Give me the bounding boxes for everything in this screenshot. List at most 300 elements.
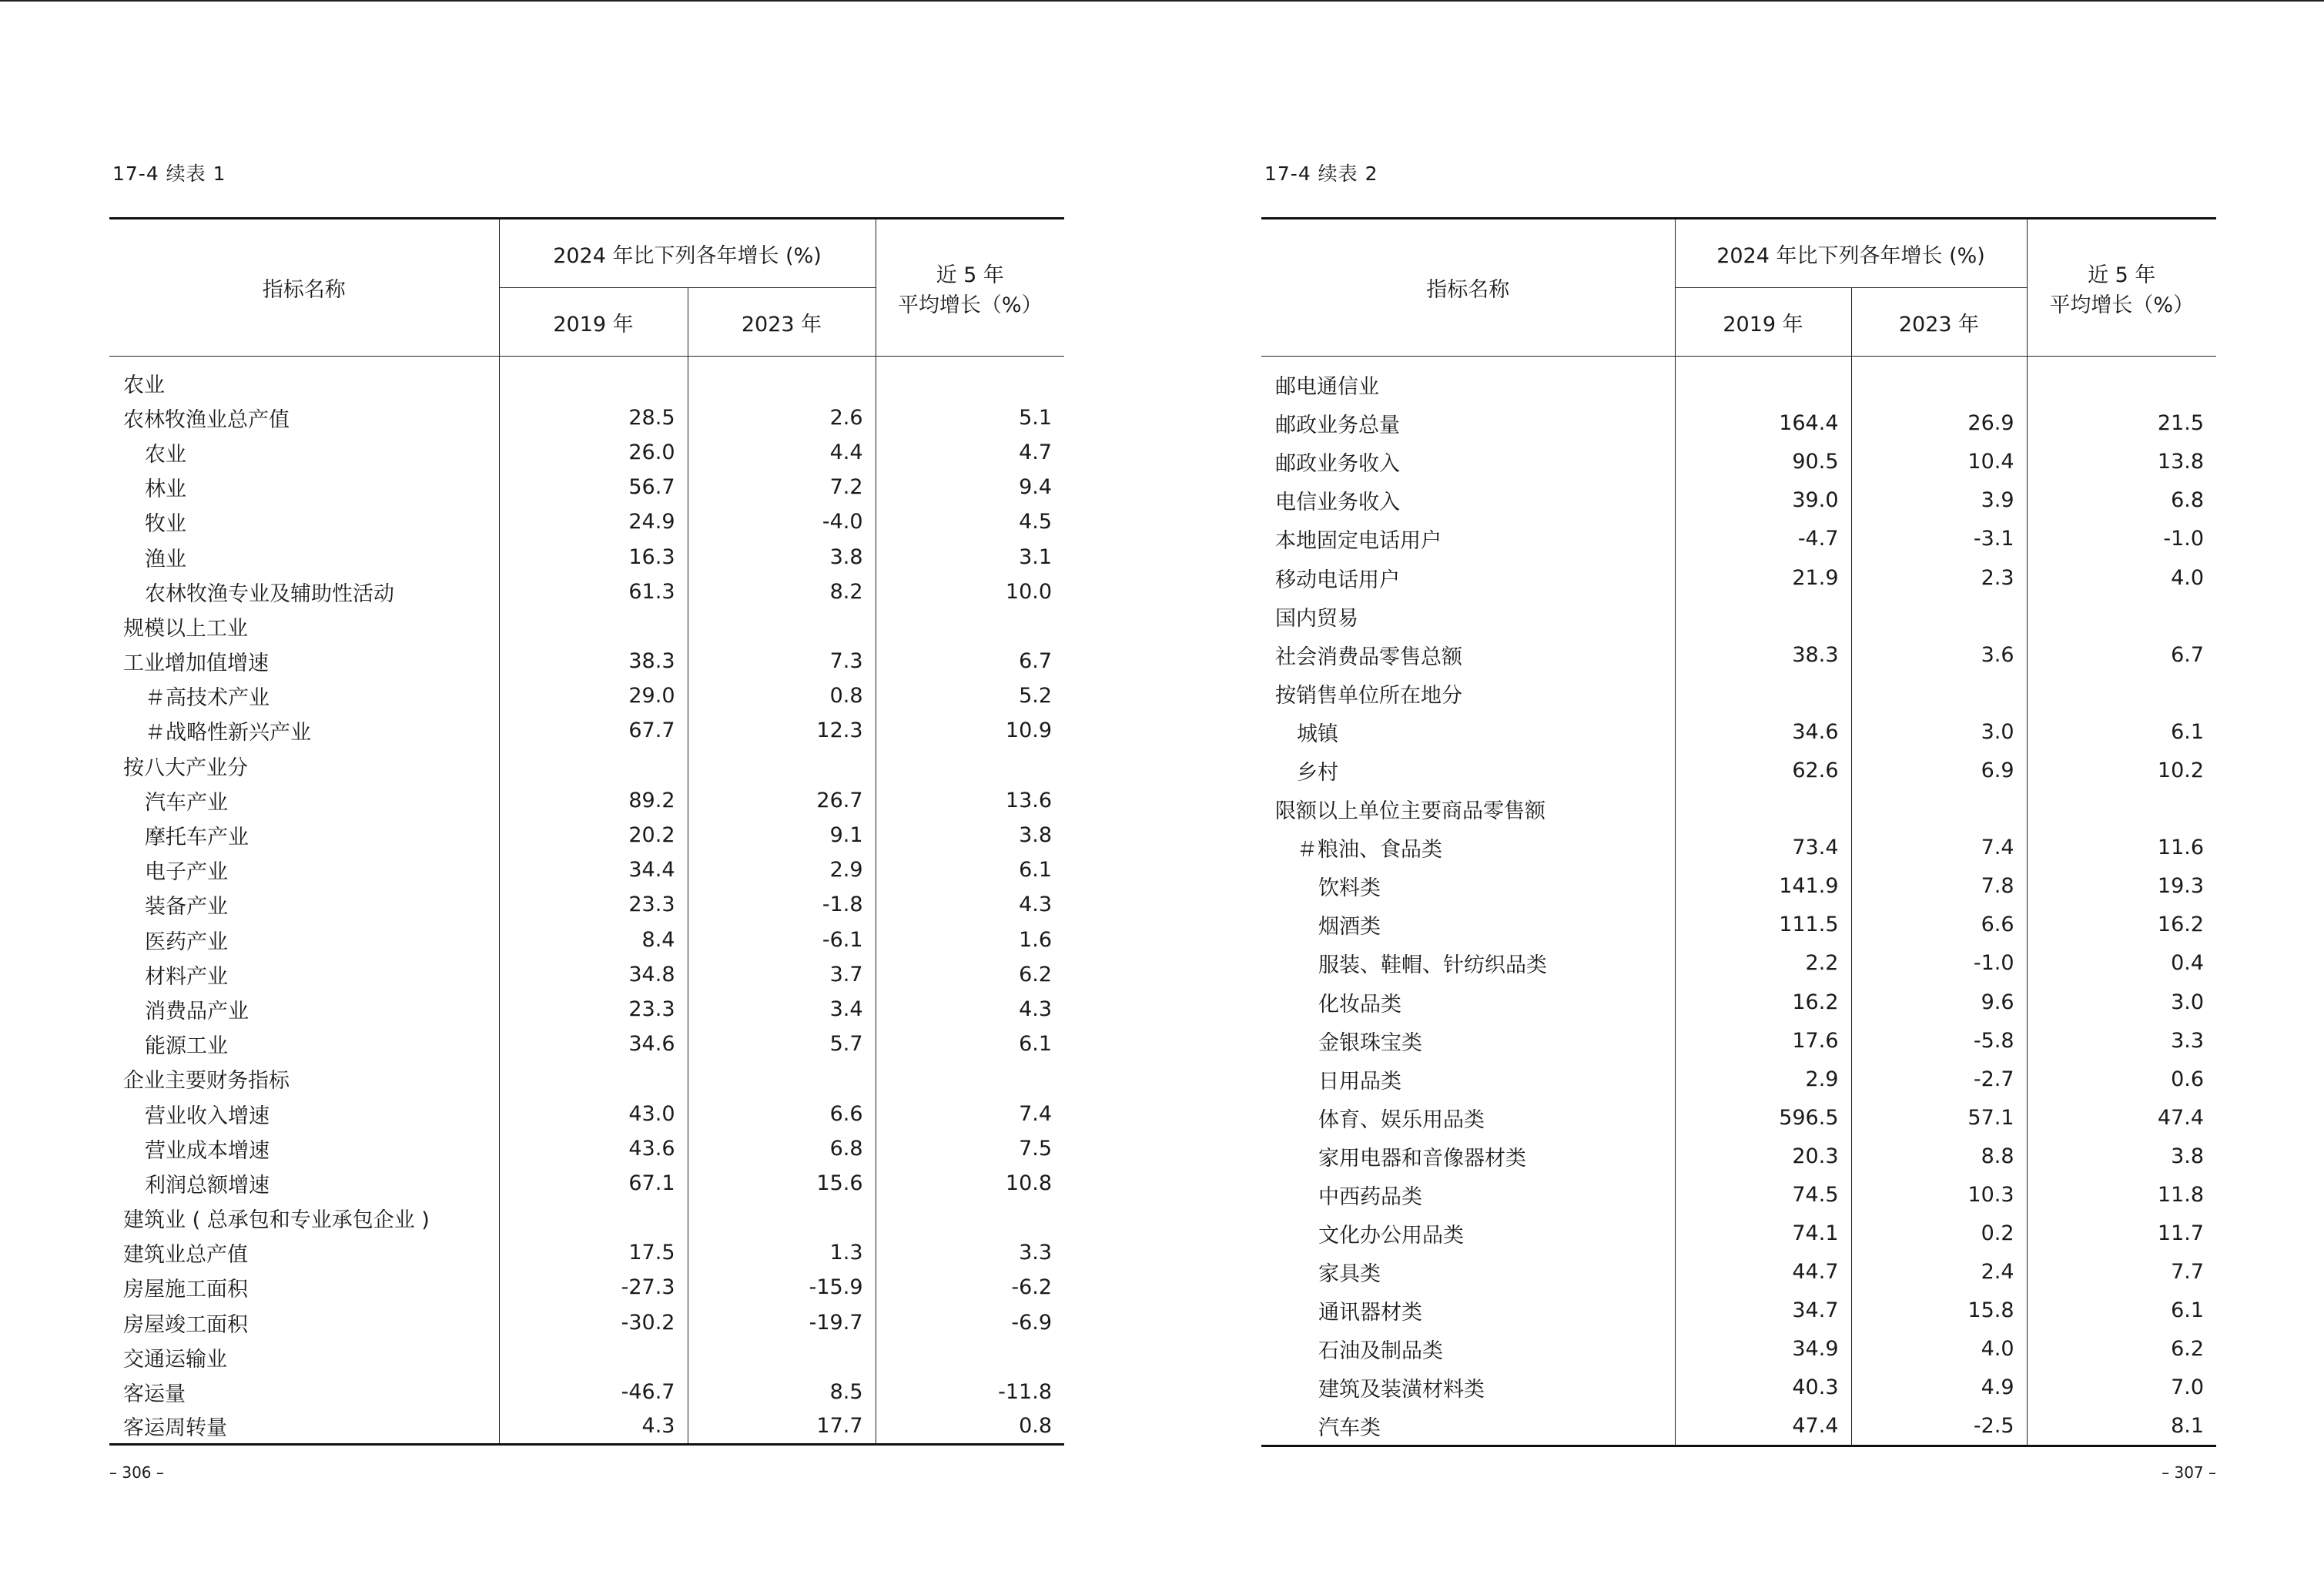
value-2023-cell: 6.6 (688, 1096, 876, 1131)
value-2023-cell (688, 1201, 876, 1235)
table-row (109, 1305, 1064, 1340)
value-2019-cell: 74.5 (1675, 1175, 1851, 1214)
table-row (109, 957, 1064, 992)
value-2023-cell: 6.6 (1851, 906, 2027, 944)
table-row (109, 539, 1064, 574)
row-name-cell: 建筑业总产值 (123, 1243, 248, 1268)
value-2023-cell: 15.8 (1851, 1292, 2027, 1330)
value-avg-cell (876, 1201, 1064, 1235)
value-2019-cell: -46.7 (499, 1375, 688, 1409)
row-name-cell: 建筑业 ( 总承包和专业承包企业 ) (123, 1208, 430, 1233)
value-2023-cell: -4.0 (688, 504, 876, 539)
value-2023-cell: 8.8 (1851, 1137, 2027, 1175)
row-name-cell: 房屋施工面积 (123, 1278, 248, 1302)
value-2023-cell: 0.2 (1851, 1214, 2027, 1253)
value-avg-cell: 19.3 (2027, 867, 2216, 906)
row-name-cell: 电信业务收入 (1275, 491, 1400, 515)
table-row (109, 678, 1064, 713)
value-avg-cell: 9.4 (876, 470, 1064, 504)
value-2019-cell: 596.5 (1675, 1098, 1851, 1137)
value-avg-cell: 13.8 (2027, 443, 2216, 481)
value-2019-cell: 4.3 (499, 1409, 688, 1444)
value-avg-cell: 3.8 (876, 818, 1064, 853)
value-2023-cell: -15.9 (688, 1270, 876, 1305)
page-title: 17-4 续表 2 (1264, 162, 1378, 185)
table-row (109, 1201, 1064, 1235)
table-row (1261, 790, 2216, 829)
value-2019-cell: 62.6 (1675, 751, 1851, 789)
row-name-cell: 摩托车产业 (145, 826, 249, 850)
value-2023-cell: -2.7 (1851, 1060, 2027, 1098)
table-row (109, 504, 1064, 539)
row-name-cell: 移动电话用户 (1275, 568, 1400, 592)
value-2023-cell: 3.0 (1851, 712, 2027, 751)
row-name-cell: 城镇 (1297, 722, 1338, 746)
value-2023-cell: 3.8 (688, 539, 876, 574)
value-2019-cell: 17.5 (499, 1235, 688, 1270)
header-five-year-avg (2027, 219, 2216, 357)
value-2023-cell: -3.1 (1851, 520, 2027, 558)
header-avg-line1: 近 5 年 (2088, 263, 2156, 287)
table-row (109, 400, 1064, 435)
value-avg-cell (2027, 674, 2216, 712)
value-avg-cell: 11.7 (2027, 1214, 2216, 1253)
row-name-cell: 材料产业 (145, 964, 228, 989)
value-2019-cell (1675, 790, 1851, 829)
value-2023-cell: 7.8 (1851, 867, 2027, 906)
row-name-cell: 日用品类 (1318, 1069, 1401, 1094)
row-name-cell: 饮料类 (1318, 876, 1381, 901)
value-avg-cell: 11.8 (2027, 1175, 2216, 1214)
table-row (1261, 906, 2216, 944)
table-row (1261, 597, 2216, 635)
value-avg-cell: 10.8 (876, 1166, 1064, 1201)
table-body (1261, 357, 2216, 1446)
table-row (109, 575, 1064, 609)
value-2019-cell: 34.6 (499, 1027, 688, 1061)
header-indicator-name: 指标名称 (109, 219, 499, 357)
table-row (109, 887, 1064, 922)
table-row (109, 435, 1064, 470)
header-avg-line1: 近 5 年 (936, 263, 1004, 287)
table-row (1261, 1369, 2216, 1407)
value-2019-cell: 39.0 (1675, 481, 1851, 520)
header-avg-line2: 平均增长（%） (897, 293, 1043, 317)
value-avg-cell: 21.5 (2027, 404, 2216, 443)
value-avg-cell (876, 1340, 1064, 1375)
row-name-cell: 汽车类 (1261, 1407, 1675, 1446)
value-2023-cell (1851, 790, 2027, 829)
value-2023-cell (688, 1340, 876, 1375)
value-2019-cell: 73.4 (1675, 829, 1851, 867)
header-2023: 2023 年 (688, 288, 876, 357)
value-2019-cell: 17.6 (1675, 1021, 1851, 1060)
row-name-cell: 汽车产业 (145, 790, 228, 815)
table-row (1261, 635, 2216, 674)
table-row (1261, 867, 2216, 906)
value-2019-cell: 20.3 (1675, 1137, 1851, 1175)
data-table (109, 217, 1064, 1446)
table-row (109, 783, 1064, 818)
value-2023-cell (688, 749, 876, 783)
row-name-cell: 客运量 (123, 1382, 186, 1407)
header-growth-group: 2024 年比下列各年增长 (%) (1675, 219, 2027, 288)
value-avg-cell: 3.3 (2027, 1021, 2216, 1060)
value-2019-cell (1675, 357, 1851, 404)
table-row (1261, 674, 2216, 712)
table-row (109, 713, 1064, 748)
row-name-cell: 按销售单位所在地分 (1275, 683, 1462, 708)
page-title: 17-4 续表 1 (112, 162, 226, 185)
table-row (1261, 1292, 2216, 1330)
row-name-cell: 工业增加值增速 (123, 652, 269, 676)
table-row (109, 749, 1064, 783)
row-name-cell: 金银珠宝类 (1318, 1030, 1422, 1055)
table-row (1261, 1137, 2216, 1175)
value-avg-cell: 7.0 (2027, 1369, 2216, 1407)
value-avg-cell: 6.1 (876, 853, 1064, 887)
value-2019-cell (1675, 674, 1851, 712)
value-2019-cell: 44.7 (1675, 1253, 1851, 1292)
value-2023-cell (688, 609, 876, 644)
value-avg-cell: -6.2 (876, 1270, 1064, 1305)
table-row (1261, 1098, 2216, 1137)
value-2019-cell: 2.9 (1675, 1060, 1851, 1098)
row-name-cell: 装备产业 (145, 895, 228, 920)
value-2023-cell: 7.3 (688, 644, 876, 678)
value-avg-cell: 6.7 (876, 644, 1064, 678)
value-2019-cell: 34.6 (1675, 712, 1851, 751)
table-row (1261, 1175, 2216, 1214)
value-2019-cell: 89.2 (499, 783, 688, 818)
value-2019-cell: 90.5 (1675, 443, 1851, 481)
value-2019-cell: 34.9 (1675, 1330, 1851, 1369)
value-2023-cell: -5.8 (1851, 1021, 2027, 1060)
row-name-cell: 客运周转量 (109, 1409, 499, 1444)
value-avg-cell: 6.2 (2027, 1330, 2216, 1369)
row-name-cell: 限额以上单位主要商品零售额 (1275, 799, 1545, 824)
value-avg-cell: 7.7 (2027, 1253, 2216, 1292)
value-2019-cell: 38.3 (499, 644, 688, 678)
header-avg-line2: 平均增长（%） (2049, 293, 2195, 317)
value-2023-cell: 5.7 (688, 1027, 876, 1061)
row-name-cell: ＃战略性新兴产业 (145, 721, 311, 745)
value-avg-cell: 10.2 (2027, 751, 2216, 789)
table-row (109, 1375, 1064, 1409)
right-page (1261, 0, 2216, 1588)
value-2019-cell (1675, 597, 1851, 635)
table-row (1261, 1407, 2216, 1446)
value-2019-cell: -27.3 (499, 1270, 688, 1305)
value-2019-cell: 23.3 (499, 887, 688, 922)
value-avg-cell: 0.4 (2027, 944, 2216, 983)
table-row (1261, 829, 2216, 867)
value-avg-cell: 10.9 (876, 713, 1064, 748)
table-row (109, 644, 1064, 678)
row-name-cell: 家用电器和音像器材类 (1318, 1146, 1526, 1171)
value-2019-cell: 43.6 (499, 1131, 688, 1166)
table-row (109, 470, 1064, 504)
row-name-cell: 按八大产业分 (123, 755, 248, 780)
table-row (109, 357, 1064, 400)
page-number: – 306 – (109, 1463, 164, 1482)
value-2019-cell: 8.4 (499, 923, 688, 957)
row-name-cell: 本地固定电话用户 (1275, 529, 1442, 554)
value-avg-cell: 1.6 (876, 923, 1064, 957)
value-2023-cell (1851, 597, 2027, 635)
value-avg-cell: 3.3 (876, 1235, 1064, 1270)
row-name-cell: 医药产业 (145, 930, 228, 954)
value-2019-cell (499, 357, 688, 400)
value-2023-cell: 2.4 (1851, 1253, 2027, 1292)
value-2023-cell (1851, 674, 2027, 712)
row-name-cell: 规模以上工业 (123, 616, 248, 641)
value-2023-cell: -1.0 (1851, 944, 2027, 983)
value-avg-cell: 5.1 (876, 400, 1064, 435)
value-2023-cell: 2.9 (688, 853, 876, 887)
value-2019-cell: 38.3 (1675, 635, 1851, 674)
left-page (109, 0, 1064, 1588)
row-name-cell: ＃高技术产业 (145, 686, 270, 711)
value-2019-cell (499, 1201, 688, 1235)
row-name-cell: 牧业 (145, 512, 186, 537)
value-avg-cell (876, 749, 1064, 783)
value-avg-cell: 3.0 (2027, 983, 2216, 1021)
value-avg-cell: 8.1 (2027, 1407, 2216, 1446)
table-row (109, 1235, 1064, 1270)
table-row (1261, 1253, 2216, 1292)
table-row (1261, 1060, 2216, 1098)
row-name-cell: 营业收入增速 (145, 1104, 270, 1128)
table-row (109, 818, 1064, 853)
value-2023-cell: 4.4 (688, 435, 876, 470)
value-avg-cell (2027, 357, 2216, 404)
row-name-cell: 家具类 (1318, 1262, 1381, 1287)
value-2023-cell (1851, 357, 2027, 404)
row-name-cell: 服装、鞋帽、针纺织品类 (1318, 953, 1547, 978)
value-2023-cell: -2.5 (1851, 1407, 2027, 1446)
value-2023-cell: 9.6 (1851, 983, 2027, 1021)
value-2019-cell: 34.8 (499, 957, 688, 992)
row-name-cell: 消费品产业 (145, 999, 249, 1023)
value-avg-cell (876, 1061, 1064, 1096)
value-2019-cell: 164.4 (1675, 404, 1851, 443)
value-2023-cell: 57.1 (1851, 1098, 2027, 1137)
table-row (109, 853, 1064, 887)
table-row (109, 1340, 1064, 1375)
value-2019-cell: 47.4 (1675, 1407, 1851, 1446)
row-name-cell: 农林牧渔专业及辅助性活动 (145, 581, 394, 606)
value-avg-cell: 3.8 (2027, 1137, 2216, 1175)
value-2019-cell: 43.0 (499, 1096, 688, 1131)
row-name-cell: 能源工业 (145, 1034, 228, 1059)
value-2019-cell: 74.1 (1675, 1214, 1851, 1253)
table-row (1261, 443, 2216, 481)
value-avg-cell: 11.6 (2027, 829, 2216, 867)
table-body (109, 357, 1064, 1445)
row-name-cell: 企业主要财务指标 (123, 1069, 290, 1094)
row-name-cell: 社会消费品零售总额 (1275, 645, 1462, 669)
row-name-cell: 渔业 (145, 547, 186, 571)
table-row (1261, 558, 2216, 597)
value-avg-cell (876, 609, 1064, 644)
value-2023-cell: 3.4 (688, 992, 876, 1027)
value-2019-cell: 67.7 (499, 713, 688, 748)
value-avg-cell: 4.3 (876, 992, 1064, 1027)
value-avg-cell: 16.2 (2027, 906, 2216, 944)
value-avg-cell: 4.3 (876, 887, 1064, 922)
row-name-cell: 邮政业务收入 (1275, 452, 1400, 477)
value-2019-cell: 26.0 (499, 435, 688, 470)
row-name-cell: 邮电通信业 (1275, 375, 1379, 400)
header-growth-group: 2024 年比下列各年增长 (%) (499, 219, 876, 288)
value-avg-cell: 13.6 (876, 783, 1064, 818)
table-row (109, 1270, 1064, 1305)
value-2023-cell: 8.5 (688, 1375, 876, 1409)
value-2023-cell: -19.7 (688, 1305, 876, 1340)
value-avg-cell: -6.9 (876, 1305, 1064, 1340)
page-number: – 307 – (2162, 1463, 2216, 1482)
value-2019-cell: 34.4 (499, 853, 688, 887)
value-avg-cell: 0.6 (2027, 1060, 2216, 1098)
table-row (1261, 712, 2216, 751)
value-2019-cell: 16.2 (1675, 983, 1851, 1021)
table-row (1261, 983, 2216, 1021)
value-2023-cell: 1.3 (688, 1235, 876, 1270)
row-name-cell: 营业成本增速 (145, 1138, 270, 1163)
table-row (1261, 944, 2216, 983)
value-2023-cell: 3.9 (1851, 481, 2027, 520)
table-row (1261, 404, 2216, 443)
table-row (109, 609, 1064, 644)
value-2023-cell: 6.8 (688, 1131, 876, 1166)
value-2019-cell (499, 749, 688, 783)
table-row (109, 1027, 1064, 1061)
row-name-cell: 农林牧渔业总产值 (123, 407, 290, 432)
value-2019-cell: -30.2 (499, 1305, 688, 1340)
value-2019-cell: 111.5 (1675, 906, 1851, 944)
row-name-cell: 中西药品类 (1318, 1185, 1422, 1210)
value-2023-cell: 10.4 (1851, 443, 2027, 481)
value-avg-cell: 5.2 (876, 678, 1064, 713)
value-avg-cell: 6.1 (876, 1027, 1064, 1061)
value-avg-cell (2027, 597, 2216, 635)
value-avg-cell: 47.4 (2027, 1098, 2216, 1137)
value-2023-cell: 6.9 (1851, 751, 2027, 789)
value-2019-cell: 56.7 (499, 470, 688, 504)
row-name-cell: 文化办公用品类 (1318, 1224, 1464, 1248)
row-name-cell: 林业 (145, 477, 186, 502)
value-2023-cell: 15.6 (688, 1166, 876, 1201)
value-2019-cell: 141.9 (1675, 867, 1851, 906)
row-name-cell: 邮政业务总量 (1275, 414, 1400, 438)
table-row (109, 1166, 1064, 1201)
row-name-cell: 石油及制品类 (1318, 1339, 1443, 1364)
value-avg-cell: 7.5 (876, 1131, 1064, 1166)
value-2023-cell: 10.3 (1851, 1175, 2027, 1214)
value-avg-cell: 0.8 (876, 1409, 1064, 1444)
value-2019-cell: 29.0 (499, 678, 688, 713)
value-2019-cell: 23.3 (499, 992, 688, 1027)
value-2023-cell: 7.2 (688, 470, 876, 504)
row-name-cell: ＃粮油、食品类 (1297, 838, 1442, 863)
value-2023-cell: 26.7 (688, 783, 876, 818)
row-name-cell: 化妆品类 (1318, 992, 1401, 1017)
value-2019-cell: 34.7 (1675, 1292, 1851, 1330)
value-2019-cell (499, 1061, 688, 1096)
value-2019-cell: 67.1 (499, 1166, 688, 1201)
value-2019-cell: 16.3 (499, 539, 688, 574)
value-avg-cell (876, 357, 1064, 400)
value-2019-cell: 21.9 (1675, 558, 1851, 597)
table-row (1261, 481, 2216, 520)
value-2023-cell: -1.8 (688, 887, 876, 922)
value-2023-cell: 12.3 (688, 713, 876, 748)
value-2023-cell: 0.8 (688, 678, 876, 713)
row-name-cell: 利润总额增速 (145, 1173, 270, 1198)
row-name-cell: 农业 (123, 373, 165, 397)
table-row (1261, 1021, 2216, 1060)
table-row (109, 1409, 1064, 1444)
row-name-cell: 电子产业 (145, 860, 228, 885)
header-2019: 2019 年 (1675, 288, 1851, 357)
value-2023-cell: 3.7 (688, 957, 876, 992)
value-2019-cell: 28.5 (499, 400, 688, 435)
table-row (1261, 751, 2216, 789)
value-avg-cell: 6.8 (2027, 481, 2216, 520)
table-row (109, 1061, 1064, 1096)
value-avg-cell: 6.7 (2027, 635, 2216, 674)
header-2019: 2019 年 (499, 288, 688, 357)
row-name-cell: 交通运输业 (123, 1347, 227, 1372)
value-2023-cell: 9.1 (688, 818, 876, 853)
row-name-cell: 乡村 (1297, 760, 1338, 785)
value-2019-cell (499, 609, 688, 644)
row-name-cell: 通讯器材类 (1318, 1301, 1422, 1325)
header-2023: 2023 年 (1851, 288, 2027, 357)
row-name-cell: 国内贸易 (1275, 606, 1358, 631)
value-avg-cell: 6.2 (876, 957, 1064, 992)
data-table (1261, 217, 2216, 1447)
value-2019-cell: 2.2 (1675, 944, 1851, 983)
value-2023-cell: -6.1 (688, 923, 876, 957)
value-avg-cell: 7.4 (876, 1096, 1064, 1131)
value-2023-cell (688, 1061, 876, 1096)
value-2019-cell (499, 1340, 688, 1375)
value-avg-cell: 4.7 (876, 435, 1064, 470)
table-row (1261, 357, 2216, 404)
header-indicator-name: 指标名称 (1261, 219, 1675, 357)
value-avg-cell: 6.1 (2027, 1292, 2216, 1330)
value-2023-cell: 2.6 (688, 400, 876, 435)
value-2023-cell: 7.4 (1851, 829, 2027, 867)
value-2023-cell: 17.7 (688, 1409, 876, 1444)
row-name-cell: 房屋竣工面积 (123, 1312, 248, 1337)
row-name-cell: 烟酒类 (1318, 915, 1381, 940)
value-2019-cell: -4.7 (1675, 520, 1851, 558)
table-row (1261, 1330, 2216, 1369)
value-2023-cell: 26.9 (1851, 404, 2027, 443)
value-2019-cell: 24.9 (499, 504, 688, 539)
row-name-cell: 体育、娱乐用品类 (1318, 1107, 1485, 1132)
header-five-year-avg (876, 219, 1064, 357)
value-2023-cell: 3.6 (1851, 635, 2027, 674)
value-avg-cell: 4.0 (2027, 558, 2216, 597)
value-2023-cell: 2.3 (1851, 558, 2027, 597)
row-name-cell: 农业 (145, 442, 186, 467)
table-row (109, 1096, 1064, 1131)
value-2023-cell: 8.2 (688, 575, 876, 609)
